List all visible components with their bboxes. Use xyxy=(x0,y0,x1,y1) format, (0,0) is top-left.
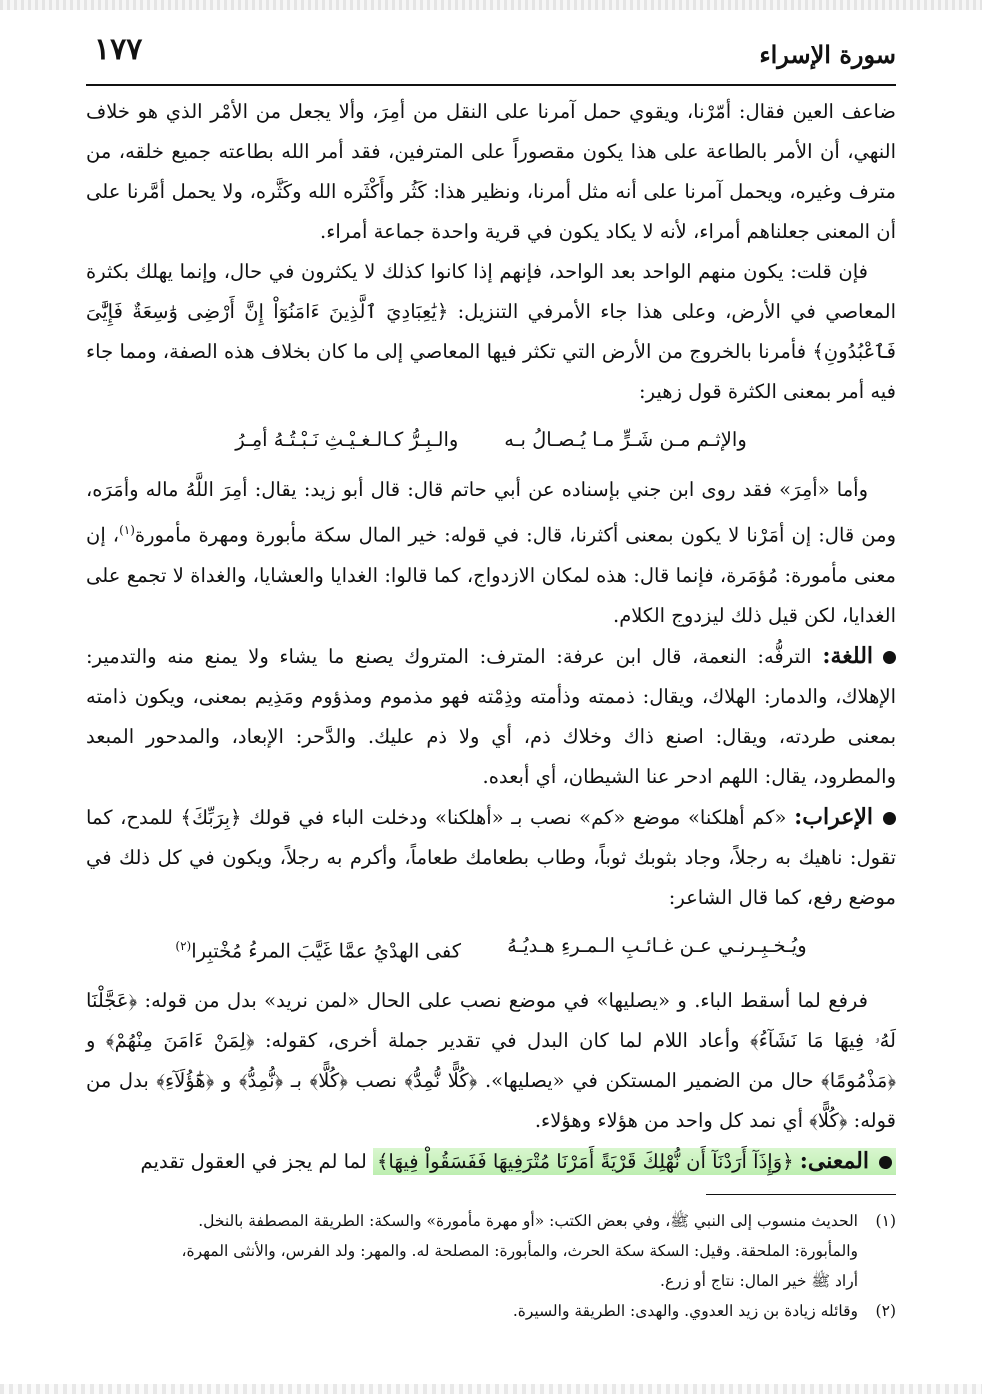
footnote-1 xyxy=(86,1206,896,1296)
section-lugha xyxy=(86,636,896,797)
paragraph-3 xyxy=(86,470,896,636)
footnote-line: وقائله زيادة بن زيد العدوي. والهدى: الطريقة والسيرة. xyxy=(512,1302,858,1320)
header-rule xyxy=(86,84,896,86)
verse-2-hemistich-right: ويُـخـبِـرنـي عـن غـائـبِ الـمـرءِ هـديُـهُ xyxy=(507,933,807,957)
heading-irab: الإعراب: xyxy=(794,803,873,830)
footnote-line: أراد ﷺ خير المال: نتاج أو زرع. xyxy=(660,1272,858,1290)
footnote-2 xyxy=(86,1296,896,1326)
maana-text: لما لم يجز في العقول تقديم xyxy=(140,1150,367,1173)
bullet-icon xyxy=(879,1156,892,1169)
paragraph-1: ضاعف العين فقال: أمّرْنا، ويقوي حمل آمرنا على النقل من أمِرَ، وألا يجعل من الأمْر الذي هو خلاف النهي، أن الأمر بالطاعة على هذا يكون مقصوراً على المترفين، فقد أمر الله بطاعته جميع خلقه، من مترف وغيره، ويحمل آمرنا على أنه مثل أمرنا، ونظير هذا: كَثُر وأَكْثَره الله وكَثَّره، ولا يحمل أمَّرنا على أن المعنى جعلناهم أمراء، لأنه لا يكاد يكون في قرية واحدة جماعة أمراء. xyxy=(86,100,896,243)
footnote-line: الحديث منسوب إلى النبي ﷺ، وفي بعض الكتب: «أو مهرة مأمورة» والسكة: الطريقة المصطفة بالنخل. xyxy=(198,1212,858,1230)
footnote-number: (١) xyxy=(875,1212,896,1230)
footnote-line: والمأبورة: الملحقة. وقيل: السكة سكة الحرث، والمأبورة: المصلحة له. والمهر: ولد الفرس، والأنثى المهرة، xyxy=(181,1242,858,1260)
paragraph-4: فرفع لما أسقط الباء. و «يصليها» في موضع نصب على الحال «لمن نريد» بدل من قوله: ﴿عَجَّلْنَا لَهُۥ فِيهَا مَا نَشَآءُ﴾ وأعاد اللام لما كان البدل في تقدير جملة أخرى، كقوله: ﴿لِمَنْ ءَامَنَ مِنْهُمْ﴾ و ﴿مَذْمُومًا﴾ حال من الضمير المستكن في «يصليها». ﴿كُلًّا نُّمِدُّ﴾ نصب ﴿كُلًّا﴾ بـ ﴿نُّمِدُّ﴾ و ﴿هَٰٓؤُلَآءِ﴾ بدل من قوله: ﴿كُلًّا﴾ أي نمد كل واحد من هؤلاء وهؤلاء. xyxy=(86,989,896,1132)
paragraph-3-part-2: ، إن معنى مأمورة: مُؤمَرة، فإنما قال: هذه لمكان الازدواج، كما قالوا: الغدايا والعشايا، والغداة لا تجمع على الغدايا، لكن قيل ذلك ليزدوج الكلام. xyxy=(86,523,896,627)
footnote-separator xyxy=(706,1194,896,1195)
page-scan-edge-bottom xyxy=(0,1384,982,1394)
section-maana xyxy=(86,1141,896,1182)
surah-title: سورة الإسراء xyxy=(759,40,896,69)
bullet-icon xyxy=(883,651,896,664)
page-scan-edge-top xyxy=(0,0,982,10)
section-irab xyxy=(86,797,896,918)
maana-highlight-verse: ﴿وَإِذَآ أَرَدْنَآ أَن نُّهْلِكَ قَرْيَةً أَمَرْنَا مُتْرَفِيهَا فَفَسَقُواْ فِيهَا﴾ xyxy=(376,1150,794,1173)
lugha-text: الترفُّه: النعمة، قال ابن عرفة: المترف: المتروك يصنع ما يشاء ولا يمنع منه والتدمير: الإهلاك، والدمار: الهلاك، ويقال: ذممته وذأمته وذِمْته فهو مذموم ومذؤوم ومَذِيم بمعنى، ويكون ذامته بمعنى طردته، ويقال: اصنع ذاك وخلاك ذم، أي ولا ذم عليك. والدَّحر: الإبعاد، والمدحور المبعد والمطرود، يقال: اللهم ادحر عنا الشيطان، أي أبعده. xyxy=(86,644,896,788)
bullet-icon xyxy=(883,812,896,825)
highlighted-maana xyxy=(373,1148,896,1175)
irab-text: «كم أهلكنا» موضع «كم» نصب بـ «أهلكنا» ودخلت الباء في قولك ﴿بِرَبِّكَ﴾ للمدح، كما تقول: ناهيك به رجلاً، وجاد بثوبك ثوباً، وطاب بطعامك طعاماً، وأكرم به رجلاً، ويكون في كل ذلك في موضع رفع، كما قال الشاعر: xyxy=(86,805,896,909)
heading-maana: المعنى: xyxy=(799,1148,869,1174)
poetry-verse-1 xyxy=(86,420,896,460)
footnote-ref-1[interactable]: (١) xyxy=(119,523,135,537)
page-header xyxy=(86,28,896,80)
footnotes xyxy=(86,1206,896,1326)
verse-2-hemistich-left-wrap xyxy=(175,926,461,972)
verse-1-hemistich-left: والـبِـرُّ كـالـغـيْـثِ نَـبْـتُـهُ أمِـرُ xyxy=(235,428,459,451)
main-text xyxy=(86,92,896,1182)
poetry-verse-2 xyxy=(86,926,896,972)
footnote-ref-2[interactable]: (٢) xyxy=(175,938,192,953)
paragraph-3-part-1: وأما «أمِرَ» فقد روى ابن جني بإسناده عن أبي حاتم قال: قال أبو زيد: يقال: أمِرَ اللَّهُ ماله وأمَرَه، ومن قال: إن أمَرْنا لا يكون بمعنى أكثرنا، قال: في قوله: خير المال سكة مأبورة ومهرة مأمورة xyxy=(86,478,896,547)
verse-2-hemistich-left: كفى الهدْيُ عمَّا غَيَّبَ المرءُ مُخْتبِرا xyxy=(191,939,462,962)
footnote-text xyxy=(86,1206,858,1296)
footnote-number: (٢) xyxy=(875,1302,896,1320)
paragraph-2: فإن قلت: يكون منهم الواحد بعد الواحد، فإنهم إذا كانوا كذلك لا يكثرون في حال، وإنما يهلك بكثرة المعاصي في الأرض، وعلى هذا جاء الأمرفي التنزيل: ﴿يَٰعِبَادِيَ ٱلَّذِينَ ءَامَنُوٓاْ إِنَّ أَرْضِى وَٰسِعَةٌ فَإِيَّٰىَ فَٱعْبُدُونِ﴾ فأمرنا بالخروج من الأرض التي تكثر فيها المعاصي إلى ما كان بخلاف هذه الصفة، ومما جاء فيه أمر بمعنى الكثرة قول زهير: xyxy=(86,260,896,403)
footnote-text xyxy=(86,1296,858,1326)
page-number: ١٧٧ xyxy=(94,32,143,67)
verse-1-hemistich-right: والإثـم مـن شَـرٍّ مـا يُـصـالُ بـه xyxy=(504,428,747,451)
heading-lugha: اللغة: xyxy=(822,642,874,669)
